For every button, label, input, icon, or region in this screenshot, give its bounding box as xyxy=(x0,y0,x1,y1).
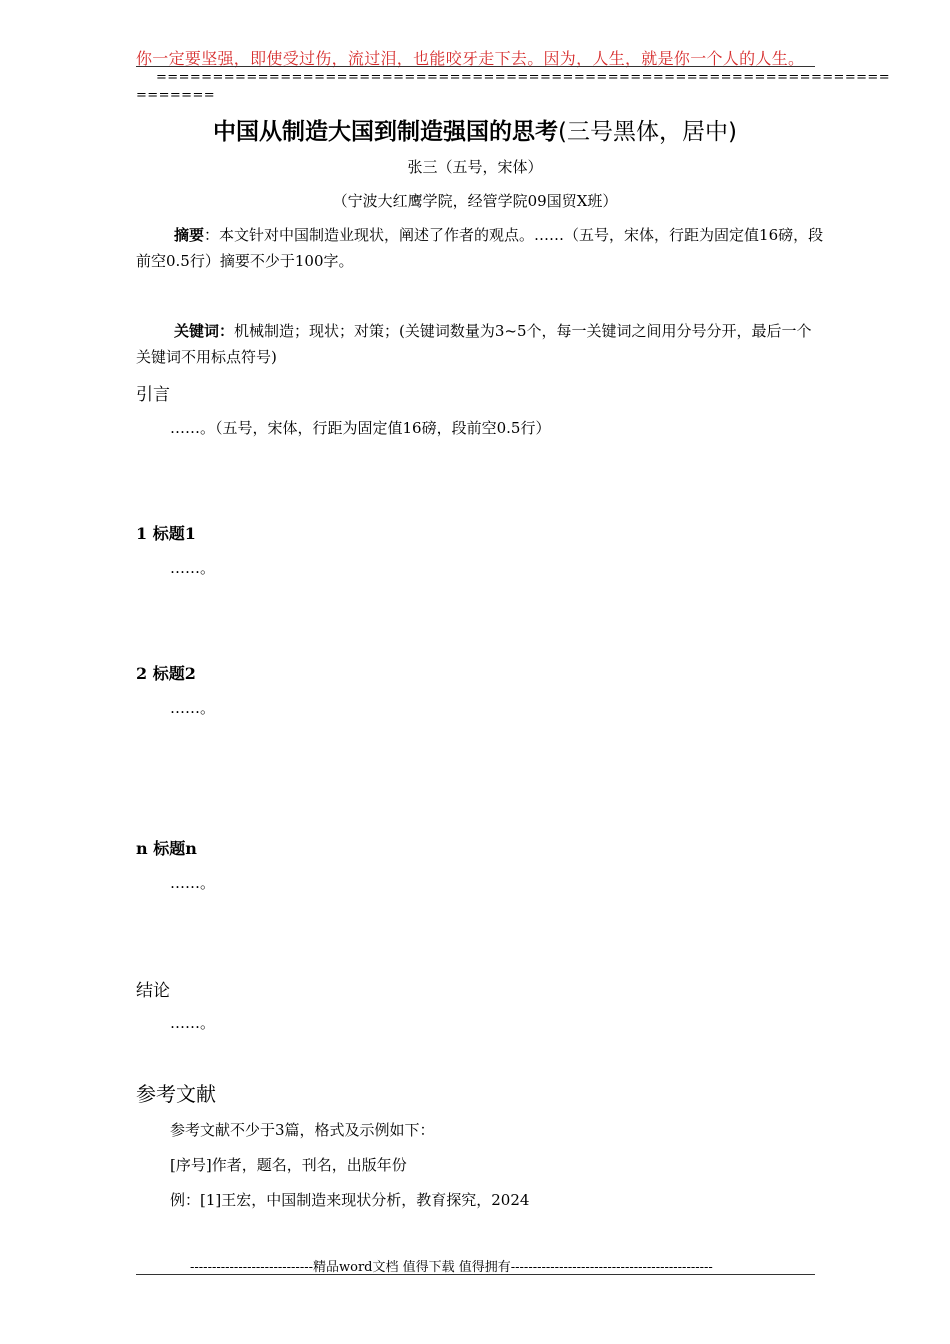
title-format-note: (三号黑体，居中) xyxy=(558,119,737,145)
intro-body: ……。（五号，宋体，行距为固定值16磅，段前空0.5行） xyxy=(170,419,551,437)
section-2-body: ……。 xyxy=(170,699,216,717)
abstract-text: ：本文针对中国制造业现状，阐述了作者的观点。……（五号，宋体，行距为固定值16磅，段前空0.5行）摘要不少于100字。 xyxy=(136,226,824,270)
header-rule xyxy=(136,66,815,67)
section-1-heading: 1 标题1 xyxy=(136,524,196,543)
keywords-text: 机械制造；现状；对策；(关键词数量为3~5个，每一关键词之间用分号分开，最后一个关键词不用标点符号) xyxy=(136,322,812,366)
separator-line: ================================================================= xyxy=(156,70,891,85)
intro-heading: 引言 xyxy=(136,385,170,405)
affiliation-line: （宁波大红鹰学院，经管学院09国贸X班） xyxy=(332,192,618,210)
references-example: 例：[1]王宏，中国制造来现状分析，教育探究，2024 xyxy=(170,1191,530,1209)
references-instruction: 参考文献不少于3篇，格式及示例如下： xyxy=(170,1121,435,1139)
conclusion-body: ……。 xyxy=(170,1014,216,1032)
author-line: 张三（五号，宋体） xyxy=(407,158,543,176)
motto-text: 你一定要坚强，即使受过伤，流过泪，也能咬牙走下去。因为，人生，就是你一个人的人生。 xyxy=(136,49,805,68)
keywords-label: 关键词： xyxy=(174,322,235,340)
conclusion-heading: 结论 xyxy=(136,981,170,1001)
references-heading: 参考文献 xyxy=(136,1082,216,1106)
title-main: 中国从制造大国到制造强国的思考 xyxy=(213,119,559,145)
keywords-paragraph xyxy=(136,318,826,370)
separator-line-continued: ======= xyxy=(136,88,216,103)
footer-rule xyxy=(136,1274,815,1275)
paper-title xyxy=(0,113,950,146)
abstract-label: 摘要 xyxy=(174,226,205,244)
section-2-heading: 2 标题2 xyxy=(136,664,196,683)
section-n-body: ……。 xyxy=(170,874,216,892)
section-n-heading: n 标题n xyxy=(136,839,197,858)
abstract-paragraph xyxy=(136,222,826,274)
section-1-body: ……。 xyxy=(170,559,216,577)
references-format: [序号]作者，题名，刊名，出版年份 xyxy=(170,1156,407,1174)
footer-text: ----------------------------精品word文档 值得下载 值得拥有---------------------------------------------- xyxy=(190,1260,713,1275)
